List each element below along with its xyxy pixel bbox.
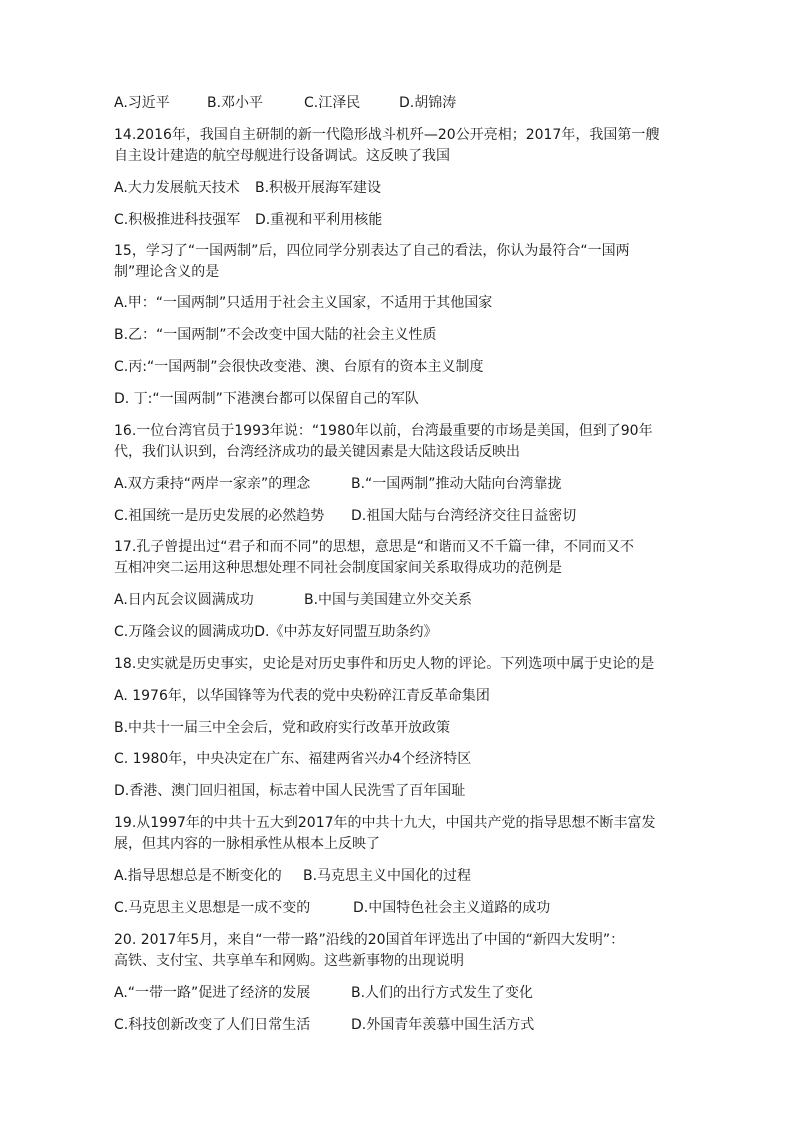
- q19-stem-line-1: 19.从1997年的中共十五大到2017年的中共十九大，中国共产党的指导思想不断丰富发: [114, 815, 656, 831]
- q15-stem-line-2: 制”理论含义的是: [114, 264, 220, 280]
- q20-stem-line-1: 20. 2017年5月，来自“一带一路”沿线的20国首年评选出了中国的“新四大发明”：: [114, 932, 625, 948]
- q15-option-c: C.丙:“一国两制”会很快改变港、澳、台原有的资本主义制度: [114, 359, 484, 375]
- q16-option-a: A.双方秉持“两岸一家亲”的理念: [114, 476, 311, 492]
- q20-option-d: D.外国青年羡慕中国生活方式: [351, 1017, 535, 1033]
- q14-stem-line-1: 14.2016年，我国自主研制的新一代隐形战斗机歼—20公开亮相；2017年，我国第一艘: [114, 127, 660, 143]
- q17-option-a: A.日内瓦会议圆满成功: [114, 592, 254, 608]
- q18-option-c: C. 1980年，中央决定在广东、福建两省兴办4个经济特区: [114, 751, 472, 767]
- q14-option-d: D.重视和平利用核能: [255, 212, 383, 228]
- q18-option-d: D.香港、澳门回归祖国，标志着中国人民洗雪了百年国耻: [114, 783, 466, 799]
- q18-option-b: B.中共十一届三中全会后，党和政府实行改革开放政策: [114, 720, 451, 736]
- q20-stem-line-2: 高铁、支付宝、共享单车和网购。这些新事物的出现说明: [114, 953, 464, 969]
- q13-option-a: A.习近平: [114, 95, 170, 111]
- q17-stem-line-1: 17.孔子曾提出过“君子和而不同”的思想，意思是“和谐而又不千篇一律，不同而又不: [114, 539, 635, 555]
- q14-option-a: A.大力发展航天技术: [114, 180, 240, 196]
- q16-stem-line-2: 代，我们认识到，台湾经济成功的最关键因素是大陆这段话反映出: [114, 444, 520, 460]
- q20-option-a: A.“一带一路”促进了经济的发展: [114, 985, 311, 1001]
- q16-stem-line-1: 16.一位台湾官员于1993年说：“1980年以前，台湾最重要的市场是美国，但到了90年: [114, 423, 653, 439]
- q19-stem-line-2: 展，但其内容的一脉相承性从根本上反映了: [114, 836, 380, 852]
- q15-stem-line-1: 15，学习了“一国两制”后，四位同学分别表达了自己的看法，你认为最符合“一国两: [114, 243, 630, 259]
- q20-option-b: B.人们的出行方式发生了变化: [351, 985, 534, 1001]
- q17-option-b: B.中国与美国建立外交关系: [304, 592, 473, 608]
- q13-option-d: D.胡锦涛: [399, 95, 457, 111]
- q16-option-d: D.祖国大陆与台湾经济交往日益密切: [351, 508, 577, 524]
- q17-option-c-d: C.万隆会议的圆满成功D.《中苏友好同盟互助条约》: [114, 624, 438, 640]
- q19-option-b: B.马克思主义中国化的过程: [303, 868, 472, 884]
- q17-stem-line-2: 互相冲突二运用这种思想处理不同社会制度国家间关系取得成功的范例是: [114, 560, 562, 576]
- q13-option-c: C.江泽民: [304, 95, 361, 111]
- q16-option-c: C.祖国统一是历史发展的必然趋势: [114, 508, 325, 524]
- q13-option-b: B.邓小平: [207, 95, 264, 111]
- q19-option-d: D.中国特色社会主义道路的成功: [353, 900, 551, 916]
- q19-option-a: A.指导思想总是不断变化的: [114, 868, 282, 884]
- q19-option-c: C.马克思主义思想是一成不变的: [114, 900, 311, 916]
- q15-option-b: B.乙：“一国两制”不会改变中国大陆的社会主义性质: [114, 327, 437, 343]
- q15-option-d: D. 丁:“一国两制”下港澳台都可以保留自己的军队: [114, 391, 419, 407]
- q18-option-a: A. 1976年，以华国锋等为代表的党中央粉碎江青反革命集团: [114, 688, 490, 704]
- q16-option-b: B.“一国两制”推动大陆向台湾靠拢: [351, 476, 562, 492]
- q14-option-b: B.积极开展海军建设: [255, 180, 382, 196]
- q18-stem-line-1: 18.史实就是历史事实，史论是对历史事件和历史人物的评论。下列选项中属于史论的是: [114, 656, 655, 672]
- q14-option-c: C.积极推进科技强军: [114, 212, 241, 228]
- q14-stem-line-2: 自主设计建造的航空母舰进行设备调试。这反映了我国: [114, 148, 450, 164]
- q15-option-a: A.甲：“一国两制”只适用于社会主义国家，不适用于其他国家: [114, 295, 493, 311]
- q20-option-c: C.科技创新改变了人们日常生活: [114, 1017, 311, 1033]
